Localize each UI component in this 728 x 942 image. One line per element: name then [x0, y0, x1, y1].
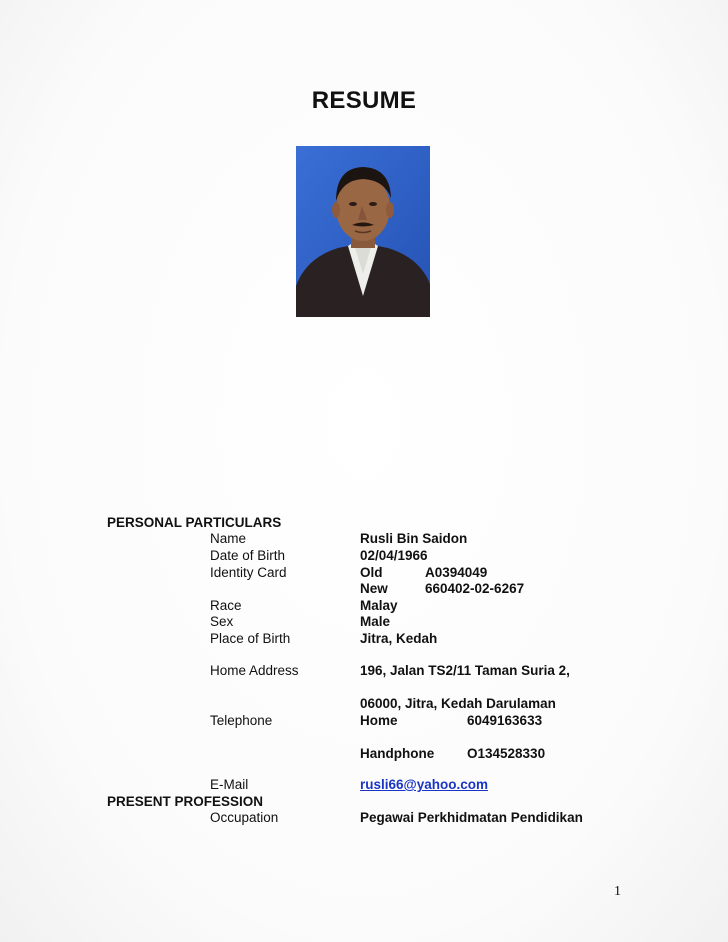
- phone-mobile-label: Handphone: [360, 746, 435, 761]
- page-number: 1: [614, 884, 621, 899]
- email-link[interactable]: rusli66@yahoo.com: [360, 777, 488, 792]
- ic-new-value: 660402-02-6267: [425, 581, 525, 596]
- document-title: RESUME: [311, 87, 417, 114]
- place-of-birth-label: Place of Birth: [210, 631, 291, 646]
- dob-value: 02/04/1966: [360, 548, 428, 563]
- address-line-1: 196, Jalan TS2/11 Taman Suria 2,: [360, 663, 570, 678]
- name-value: Rusli Bin Saidon: [360, 531, 468, 546]
- phone-home-value: 6049163633: [467, 713, 543, 728]
- ic-new-label: New: [360, 581, 388, 596]
- place-of-birth-value: Jitra, Kedah: [360, 631, 438, 646]
- occupation-label: Occupation: [210, 810, 279, 825]
- portrait-image: [296, 146, 430, 317]
- phone-mobile-value: O134528330: [467, 746, 546, 761]
- email-label: E-Mail: [210, 777, 249, 792]
- race-label: Race: [210, 598, 242, 613]
- identity-card-label: Identity Card: [210, 565, 287, 580]
- dob-label: Date of Birth: [210, 548, 286, 563]
- home-address-label: Home Address: [210, 663, 299, 678]
- present-profession-heading: PRESENT PROFESSION: [107, 794, 264, 809]
- sex-label: Sex: [210, 614, 234, 629]
- ic-old-value: A0394049: [425, 565, 488, 580]
- phone-home-label: Home: [360, 713, 398, 728]
- name-label: Name: [210, 531, 247, 546]
- telephone-label: Telephone: [210, 713, 273, 728]
- personal-particulars-heading: PERSONAL PARTICULARS: [107, 515, 282, 530]
- occupation-value: Pegawai Perkhidmatan Pendidikan: [360, 810, 583, 825]
- address-line-2: 06000, Jitra, Kedah Darulaman: [360, 696, 556, 711]
- portrait-photo: [296, 146, 430, 317]
- sex-value: Male: [360, 614, 391, 629]
- ic-old-label: Old: [360, 565, 383, 580]
- race-value: Malay: [360, 598, 398, 613]
